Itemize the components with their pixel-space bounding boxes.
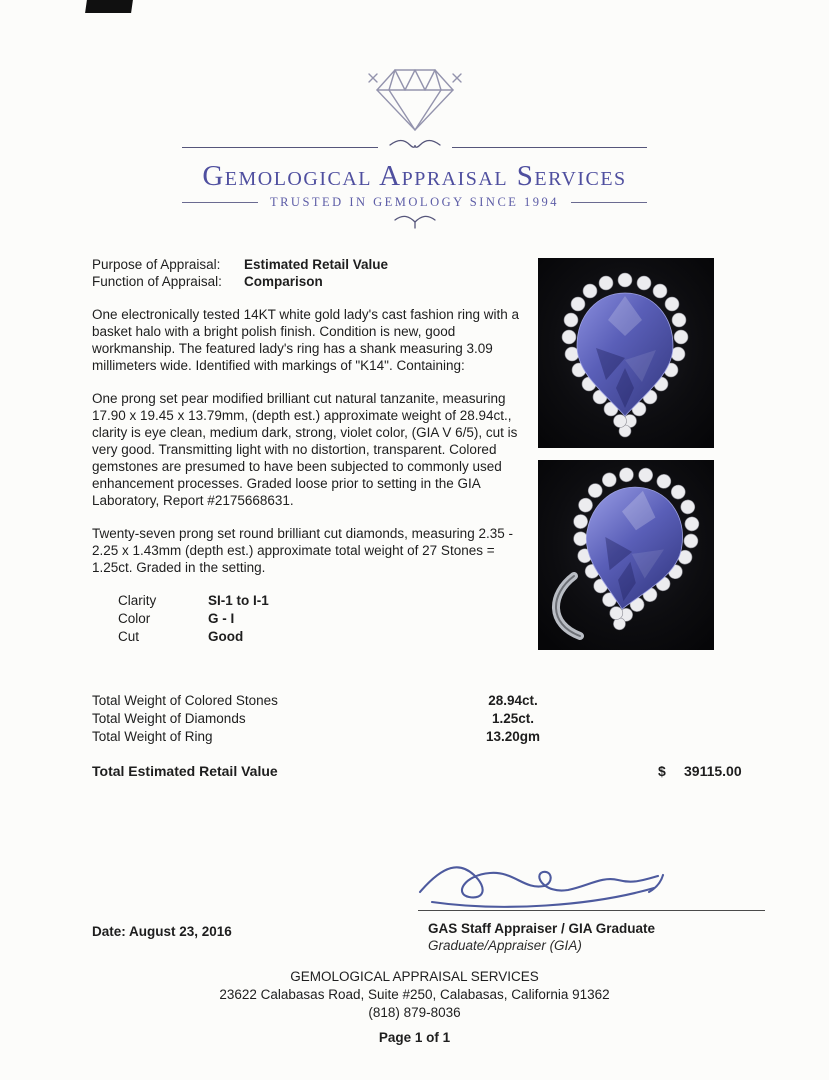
page-number: Page 1 of 1 bbox=[378, 1030, 451, 1045]
footer bbox=[0, 968, 829, 1047]
total-retail-label: Total Estimated Retail Value bbox=[92, 763, 278, 779]
appraisal-body bbox=[92, 256, 534, 645]
description-paragraph-tanzanite: One prong set pear modified brilliant cut natural tanzanite, measuring 17.90 x 19.45 x 13.79mm, (depth est.) approximate weight of 28.94ct., clarity is eye clean, medium dark, strong, violet color, (GIA V 6/5), cut is very good. Transmitting light with no distortion, transparent. Colored gemstones are presumed to have been subjected to commonly used enhancement processes. Graded loose prior to setting in the GIA Laboratory, Report #2175668631. bbox=[92, 391, 518, 508]
company-name: Gemological Appraisal Services bbox=[202, 160, 627, 192]
total-colored-stones-label: Total Weight of Colored Stones bbox=[92, 693, 278, 708]
diamond-logo-icon bbox=[359, 58, 471, 136]
scan-artifact bbox=[85, 0, 133, 13]
appraisal-date: Date: August 23, 2016 bbox=[92, 924, 232, 939]
total-ring-weight-label: Total Weight of Ring bbox=[92, 729, 213, 744]
total-ring-weight-row bbox=[92, 728, 772, 746]
appraiser-block bbox=[428, 920, 655, 954]
footer-address: 23622 Calabasas Road, Suite #250, Calabasas, California 91362 bbox=[219, 987, 610, 1002]
footer-company-name: GEMOLOGICAL APPRAISAL SERVICES bbox=[290, 969, 539, 984]
ring-photo-top-view bbox=[538, 258, 714, 448]
total-diamonds-value: 1.25ct. bbox=[491, 711, 535, 726]
grading-color-value: G - I bbox=[208, 611, 235, 626]
totals-section bbox=[92, 692, 772, 782]
description-paragraph-ring: One electronically tested 14KT white gold lady's cast fashion ring with a basket halo with a bright polish finish. Condition is new, good workmanship. The featured lady's ring has a shank measuring 3.09 millimeters wide. Identified with markings of "K14". Containing: bbox=[92, 307, 520, 373]
appraiser-subtitle: Graduate/Appraiser (GIA) bbox=[428, 938, 582, 953]
signature-rule bbox=[418, 910, 765, 911]
grading-cut-label: Cut bbox=[118, 629, 140, 644]
appraiser-title: GAS Staff Appraiser / GIA Graduate bbox=[428, 921, 656, 936]
currency-symbol: $ bbox=[658, 763, 666, 779]
description-paragraph-diamonds: Twenty-seven prong set round brilliant cut diamonds, measuring 2.35 - 2.25 x 1.43mm (depth est.) approximate total weight of 27 Stones = 1.25ct. Graded in the setting. bbox=[92, 526, 513, 575]
letterhead bbox=[0, 58, 829, 235]
function-label: Function of Appraisal: bbox=[92, 274, 222, 289]
total-retail-row bbox=[92, 762, 772, 782]
purpose-label: Purpose of Appraisal: bbox=[92, 257, 221, 272]
grading-cut-value: Good bbox=[208, 629, 244, 644]
grading-clarity-label: Clarity bbox=[118, 593, 157, 608]
function-value: Comparison bbox=[244, 274, 323, 289]
total-colored-stones-row bbox=[92, 692, 772, 710]
total-diamonds-label: Total Weight of Diamonds bbox=[92, 711, 246, 726]
flourish-icon bbox=[378, 138, 452, 157]
appraisal-meta bbox=[92, 256, 534, 290]
header-top-rule bbox=[182, 138, 647, 157]
purpose-value: Estimated Retail Value bbox=[244, 257, 389, 272]
appraiser-signature-icon bbox=[402, 848, 692, 914]
tagline-row bbox=[182, 195, 647, 210]
flourish-bottom-icon bbox=[0, 214, 829, 235]
footer-phone: (818) 879-8036 bbox=[368, 1005, 461, 1020]
total-ring-weight-value: 13.20gm bbox=[485, 729, 541, 744]
total-colored-stones-value: 28.94ct. bbox=[488, 693, 538, 708]
total-diamonds-row bbox=[92, 710, 772, 728]
total-retail-value: 39115.00 bbox=[684, 763, 742, 779]
grading-clarity-value: SI-1 to I-1 bbox=[208, 593, 269, 608]
diamond-grading-table bbox=[118, 592, 534, 645]
ring-photo-side-view bbox=[538, 460, 714, 650]
ring-photos bbox=[538, 258, 714, 662]
grading-color-label: Color bbox=[118, 611, 151, 626]
company-tagline: TRUSTED IN GEMOLOGY SINCE 1994 bbox=[269, 195, 560, 210]
